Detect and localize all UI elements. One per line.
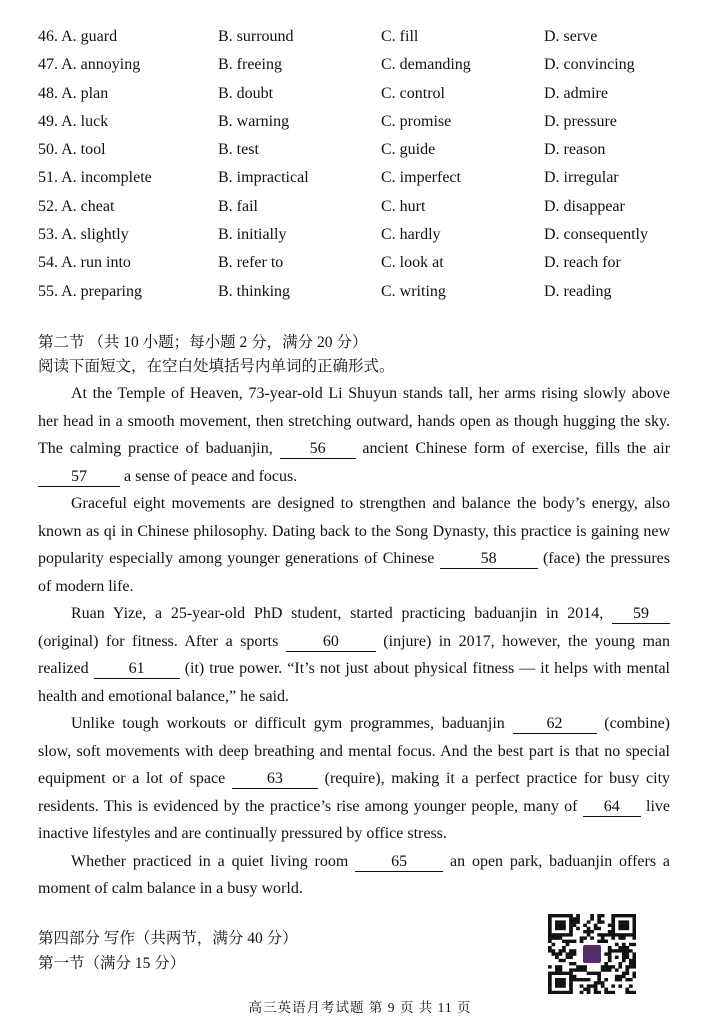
- text: (injure) in 2017, however, the young man realized: [38, 632, 671, 677]
- part-4-subheading: 第一节（满分 15 分）: [38, 955, 186, 972]
- text: At the Temple of Heaven, 73-year-old Li Shuyun stands tall, her arms rising slowly above her head in a smooth movement, then stretching outward, hands open as though hugging the sky. The calming practice of baduanjin,: [38, 385, 670, 457]
- option-c: C. promise: [381, 112, 452, 130]
- paragraph-2: [38, 490, 670, 600]
- option-a: 50. A. tool: [38, 141, 106, 159]
- section-2-heading: 第二节 （共 10 小题；每小题 2 分，满分 20 分）: [38, 334, 368, 351]
- text: ancient Chinese form of exercise, fills the air: [362, 440, 671, 457]
- text: Ruan Yize, a 25-year-old PhD student, started practicing baduanjin in 2014,: [71, 605, 604, 622]
- option-c: C. hurt: [381, 197, 426, 215]
- text: a sense of peace and focus.: [124, 467, 298, 485]
- option-a: 54. A. run into: [38, 254, 131, 272]
- option-b: B. doubt: [218, 84, 274, 102]
- reading-passage: [38, 380, 670, 903]
- option-c: C. demanding: [381, 56, 471, 74]
- option-b: B. surround: [218, 28, 294, 45]
- option-d: D. reach for: [544, 254, 621, 272]
- option-c: C. look at: [381, 254, 444, 272]
- part-4-heading: 第四部分 写作（共两节，满分 40 分）: [38, 930, 298, 947]
- option-b: B. impractical: [218, 169, 309, 187]
- option-a: 55. A. preparing: [38, 282, 142, 300]
- blank-61[interactable]: 61: [94, 660, 180, 679]
- option-c: C. hardly: [381, 226, 441, 244]
- option-a: 52. A. cheat: [38, 197, 115, 215]
- paragraph-4: [38, 710, 670, 848]
- option-a: 47. A. annoying: [38, 56, 141, 74]
- option-d: D. disappear: [544, 197, 625, 215]
- paragraph-3: [38, 600, 670, 710]
- option-d: D. consequently: [544, 226, 648, 244]
- qr-code-icon: [548, 914, 636, 994]
- option-a: 46. A. guard: [38, 28, 118, 45]
- option-c: C. fill: [381, 28, 419, 45]
- text: (original) for fitness. After a sports: [38, 632, 279, 650]
- option-d: D. admire: [544, 84, 608, 102]
- option-b: B. test: [218, 141, 259, 159]
- text: (it) true power. “It’s not just about physical fitness — it helps with mental health and emotional balance,” he said.: [38, 660, 671, 705]
- text: (combine) slow, soft movements with deep breathing and mental focus. And the best part is that no special equipment or a lot of space: [38, 715, 670, 787]
- text: Whether practiced in a quiet living room: [71, 852, 349, 870]
- question-row: [38, 196, 678, 224]
- blank-60[interactable]: 60: [286, 633, 376, 652]
- option-d: D. irregular: [544, 169, 619, 187]
- option-b: B. freeing: [218, 56, 282, 74]
- option-d: D. serve: [544, 28, 598, 45]
- part-4-writing: [38, 926, 298, 976]
- question-row: [38, 26, 678, 54]
- section-2-instruction: 阅读下面短文，在空白处填括号内单词的正确形式。: [38, 358, 395, 375]
- blank-63[interactable]: 63: [232, 770, 318, 789]
- question-row: [38, 167, 678, 195]
- text: live inactive lifestyles and are continually pressured by office stress.: [38, 797, 671, 842]
- question-row: [38, 224, 678, 252]
- option-d: D. convincing: [544, 56, 635, 74]
- option-a: 53. A. slightly: [38, 226, 129, 244]
- question-row: [38, 111, 678, 139]
- page-footer: 高三英语月考试题 第 9 页 共 11 页: [248, 1000, 472, 1015]
- blank-56[interactable]: 56: [280, 440, 356, 459]
- blank-58[interactable]: 58: [440, 550, 538, 569]
- option-c: C. guide: [381, 141, 436, 159]
- text: an open park, baduanjin offers a moment of calm balance in a busy world.: [38, 852, 671, 897]
- paragraph-1: [38, 380, 670, 490]
- question-row: [38, 281, 678, 309]
- text: Unlike tough workouts or difficult gym programmes, baduanjin: [71, 715, 505, 732]
- blank-59[interactable]: 59: [612, 605, 670, 624]
- paragraph-5: [38, 848, 670, 903]
- option-b: B. initially: [218, 226, 287, 244]
- option-a: 51. A. incomplete: [38, 169, 152, 187]
- question-row: [38, 54, 678, 82]
- option-b: B. warning: [218, 112, 290, 130]
- option-c: C. writing: [381, 282, 446, 300]
- option-c: C. imperfect: [381, 169, 461, 187]
- text: (face) the pressures of modern life.: [38, 550, 670, 595]
- blank-65[interactable]: 65: [355, 853, 443, 872]
- option-b: B. fail: [218, 197, 258, 215]
- multiple-choice-options: [38, 26, 678, 309]
- option-a: 48. A. plan: [38, 84, 109, 102]
- blank-57[interactable]: 57: [38, 468, 120, 487]
- text: (require), making it a perfect practice for busy city residents. This is evidenced by the practice’s rise among younger people, many of: [38, 770, 671, 815]
- option-d: D. reading: [544, 282, 612, 300]
- blank-64[interactable]: 64: [583, 798, 641, 817]
- text: Graceful eight movements are designed to strengthen and balance the body’s energy, also known as qi in Chinese philosophy. Dating back to the Song Dynasty, this practice is gaining new popularity especially among younger generations of Chinese: [38, 495, 670, 567]
- option-b: B. refer to: [218, 254, 284, 272]
- blank-62[interactable]: 62: [513, 715, 597, 734]
- question-row: [38, 83, 678, 111]
- option-c: C. control: [381, 84, 445, 102]
- question-row: [38, 252, 678, 280]
- option-a: 49. A. luck: [38, 112, 109, 130]
- option-d: D. pressure: [544, 112, 617, 130]
- option-b: B. thinking: [218, 282, 291, 300]
- question-row: [38, 139, 678, 167]
- option-d: D. reason: [544, 141, 606, 159]
